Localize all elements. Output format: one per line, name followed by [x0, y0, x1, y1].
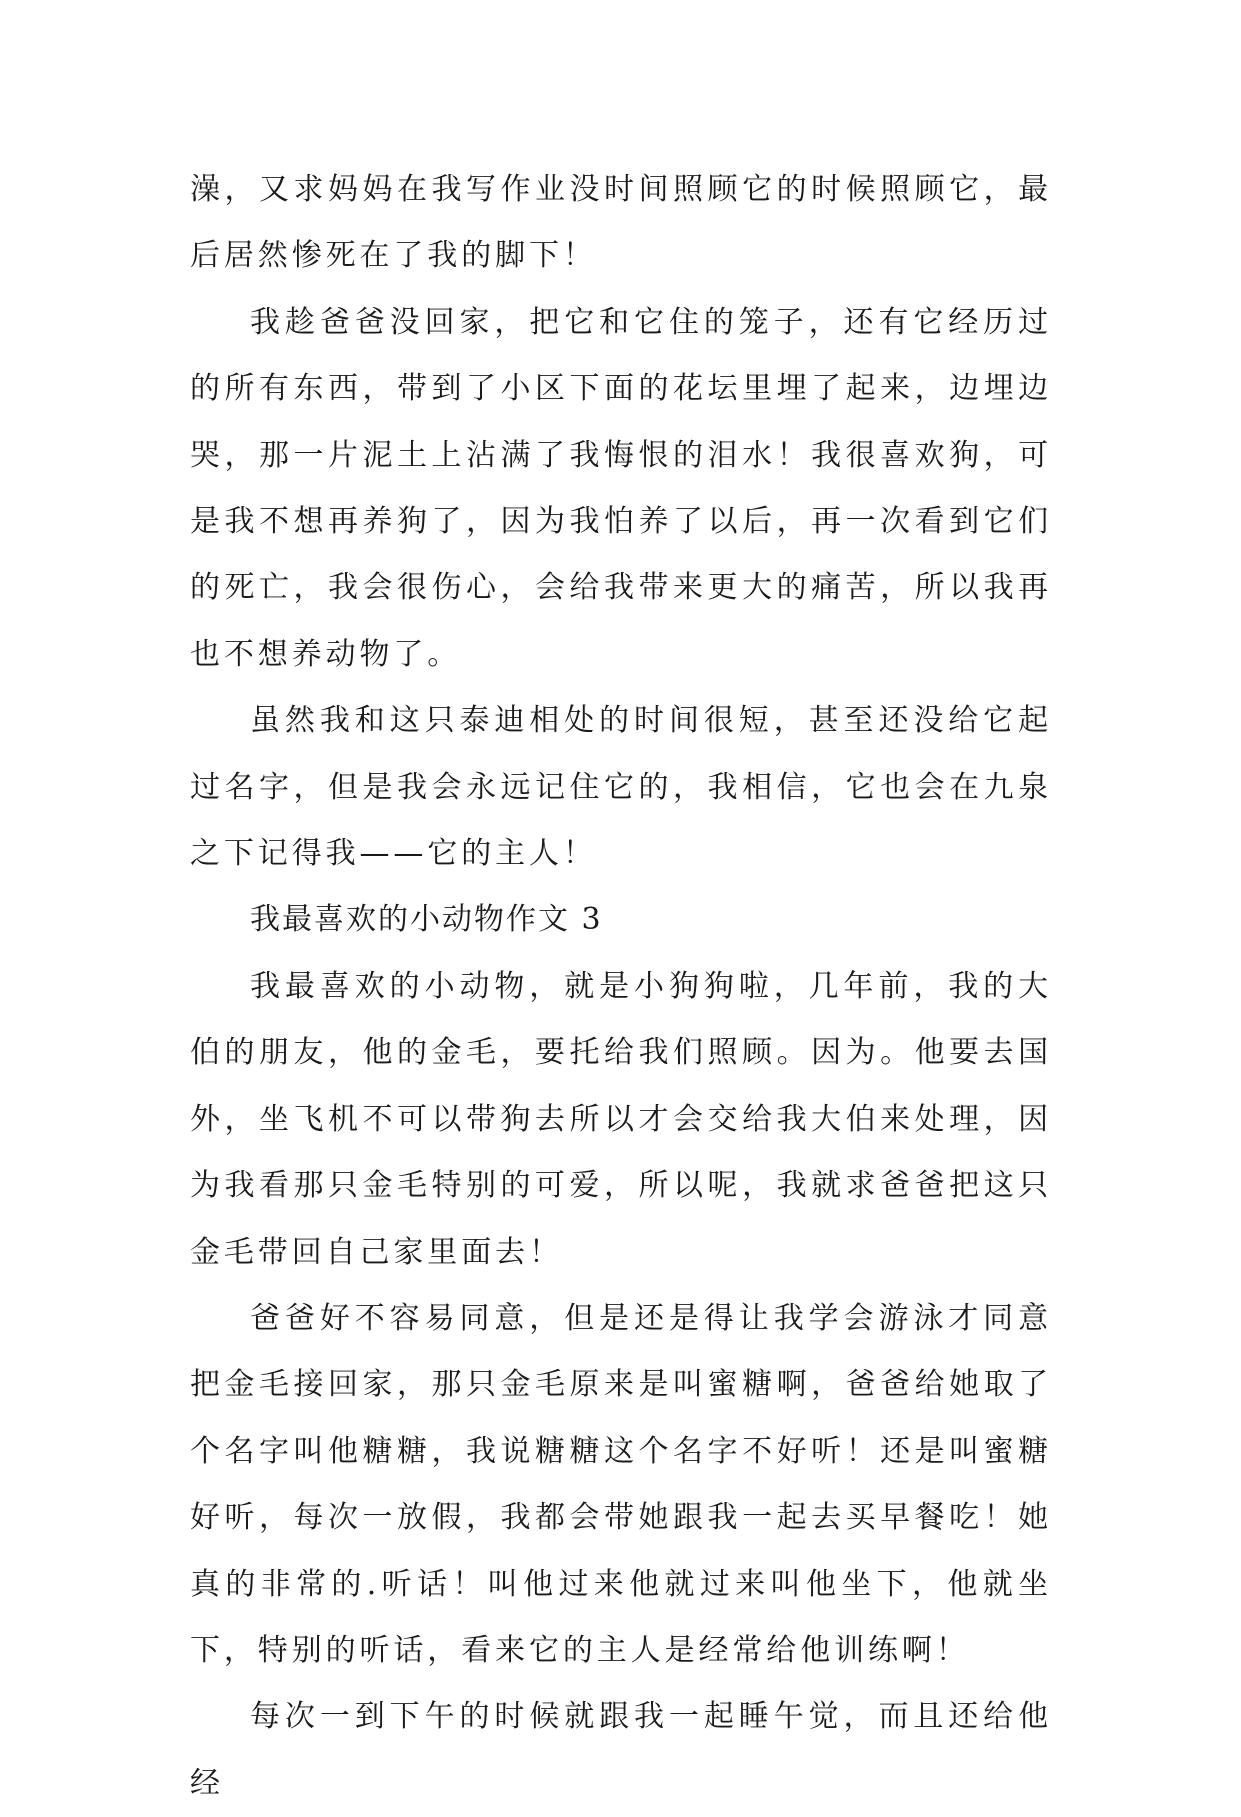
paragraph: 爸爸好不容易同意，但是还是得让我学会游泳才同意把金毛接回家，那只金毛原来是叫蜜糖啊，爸爸给她取了个名字叫他糖糖，我说糖糖这个名字不好听！还是叫蜜糖好听，每次一放假，我都会带她跟我一起去买早餐吃！她真的非常的.听话！叫他过来他就过来叫他坐下，他就坐下，特别的听话，看来它的主人是经常给他训练啊！: [190, 1300, 1052, 1668]
paragraph: 我趁爸爸没回家，把它和它住的笼子，还有它经历过的所有东西，带到了小区下面的花坛里埋了起来，边埋边哭，那一片泥土上沾满了我悔恨的泪水！我很喜欢狗，可是我不想再养狗了，因为我怕养了以后，再一次看到它们的死亡，我会很伤心，会给我带来更大的痛苦，所以我再也不想养动物了。: [190, 304, 1052, 672]
paragraph: 我最喜欢的小动物，就是小狗狗啦，几年前，我的大伯的朋友，他的金毛，要托给我们照顾。因为。他要去国外，坐飞机不可以带狗去所以才会交给我大伯来处理，因为我看那只金毛特别的可爱，所以呢，我就求爸爸把这只金毛带回自己家里面去！: [190, 968, 1052, 1270]
paragraph: 虽然我和这只泰迪相处的时间很短，甚至还没给它起过名字，但是我会永远记住它的，我相信，它也会在九泉之下记得我——它的主人！: [190, 703, 1052, 872]
document-body: [190, 157, 1052, 1817]
section-heading: 我最喜欢的小动物作文 3: [250, 902, 603, 938]
paragraph-continuation: 澡，又求妈妈在我写作业没时间照顾它的时候照顾它，最后居然惨死在了我的脚下！: [190, 172, 1052, 274]
paragraph: 每次一到下午的时候就跟我一起睡午觉，而且还给他经: [190, 1699, 1052, 1801]
